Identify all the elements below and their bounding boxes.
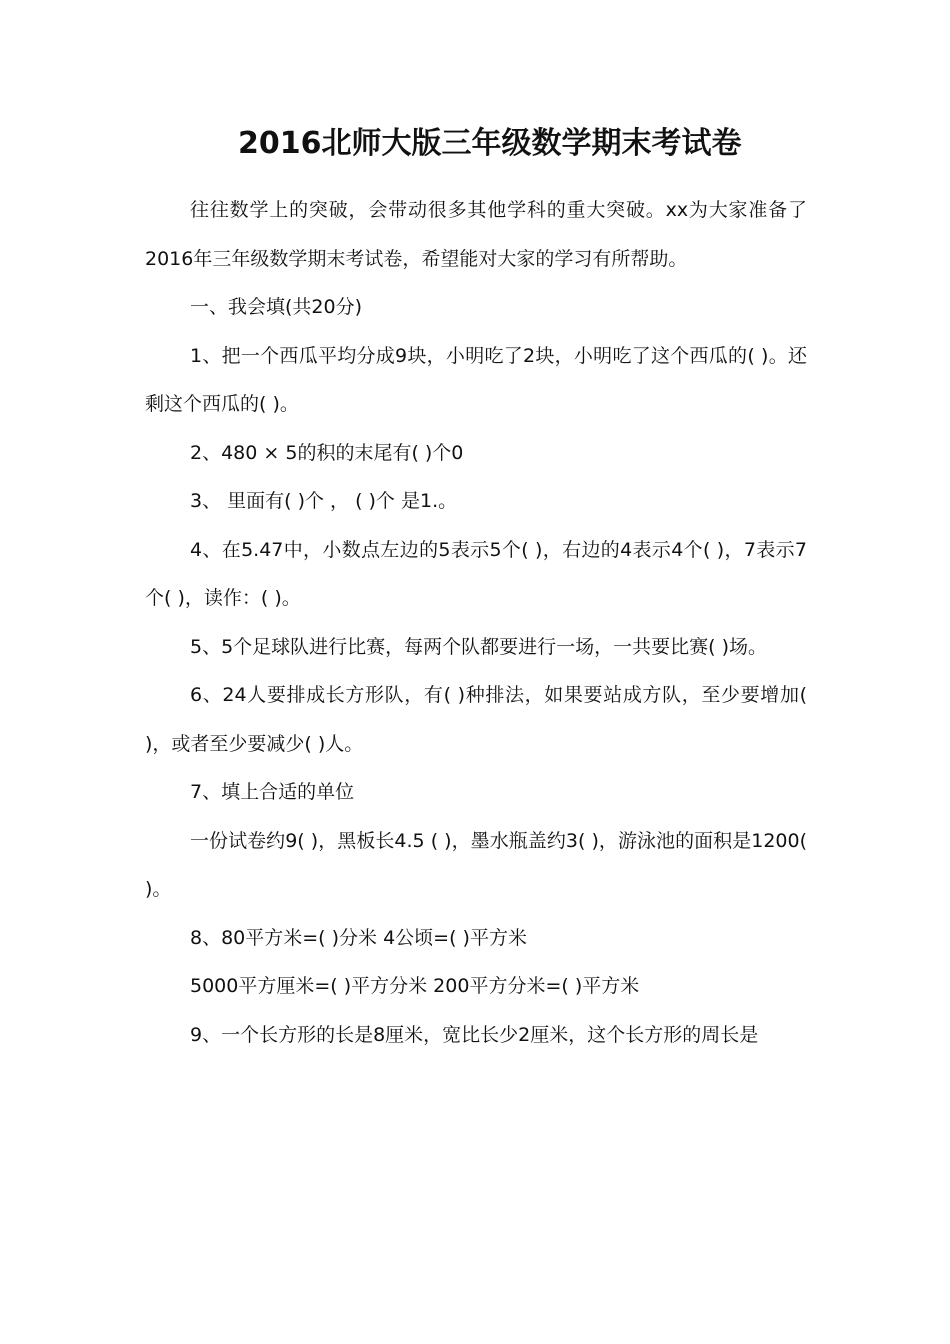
intro-paragraph: 往往数学上的突破，会带动很多其他学科的重大突破。xx为大家准备了2016年三年级数学期末考试卷，希望能对大家的学习有所帮助。 xyxy=(145,199,807,270)
question-9: 9、一个长方形的长是8厘米，宽比长少2厘米，这个长方形的周长是 xyxy=(190,1023,759,1046)
question-7-units: 一份试卷约9( )，黑板长4.5 ( )，墨水瓶盖约3( )，游泳池的面积是1200( )。 xyxy=(145,829,807,900)
question-8: 8、80平方米=( )分米 4公顷=( )平方米 xyxy=(190,926,527,949)
section-heading: 一、我会填(共20分) xyxy=(190,296,363,318)
question-3: 3、 里面有( )个 ， ( )个 是1.。 xyxy=(190,490,458,512)
question-4: 4、在5.47中，小数点左边的5表示5个( )，右边的4表示4个( )，7表示7个( )，读作：( )。 xyxy=(145,538,807,609)
question-2: 2、480 × 5的积的末尾有( )个0 xyxy=(190,441,464,464)
question-1: 1、把一个西瓜平均分成9块，小明吃了2块，小明吃了这个西瓜的( )。还剩这个西瓜的( )。 xyxy=(145,344,807,415)
document-title: 2016北师大版三年级数学期末考试卷 xyxy=(238,126,742,161)
question-5: 5、5个足球队进行比赛，每两个队都要进行一场，一共要比赛( )场。 xyxy=(190,635,768,658)
document-body xyxy=(145,186,807,1059)
question-6: 6、24人要排成长方形队，有( )种排法，如果要站成方队，至少要增加( )，或者至少要减少( )人。 xyxy=(145,684,807,755)
question-7: 7、填上合适的单位 xyxy=(190,781,355,803)
question-8-continued: 5000平方厘米=( )平方分米 200平方分米=( )平方米 xyxy=(190,975,640,997)
